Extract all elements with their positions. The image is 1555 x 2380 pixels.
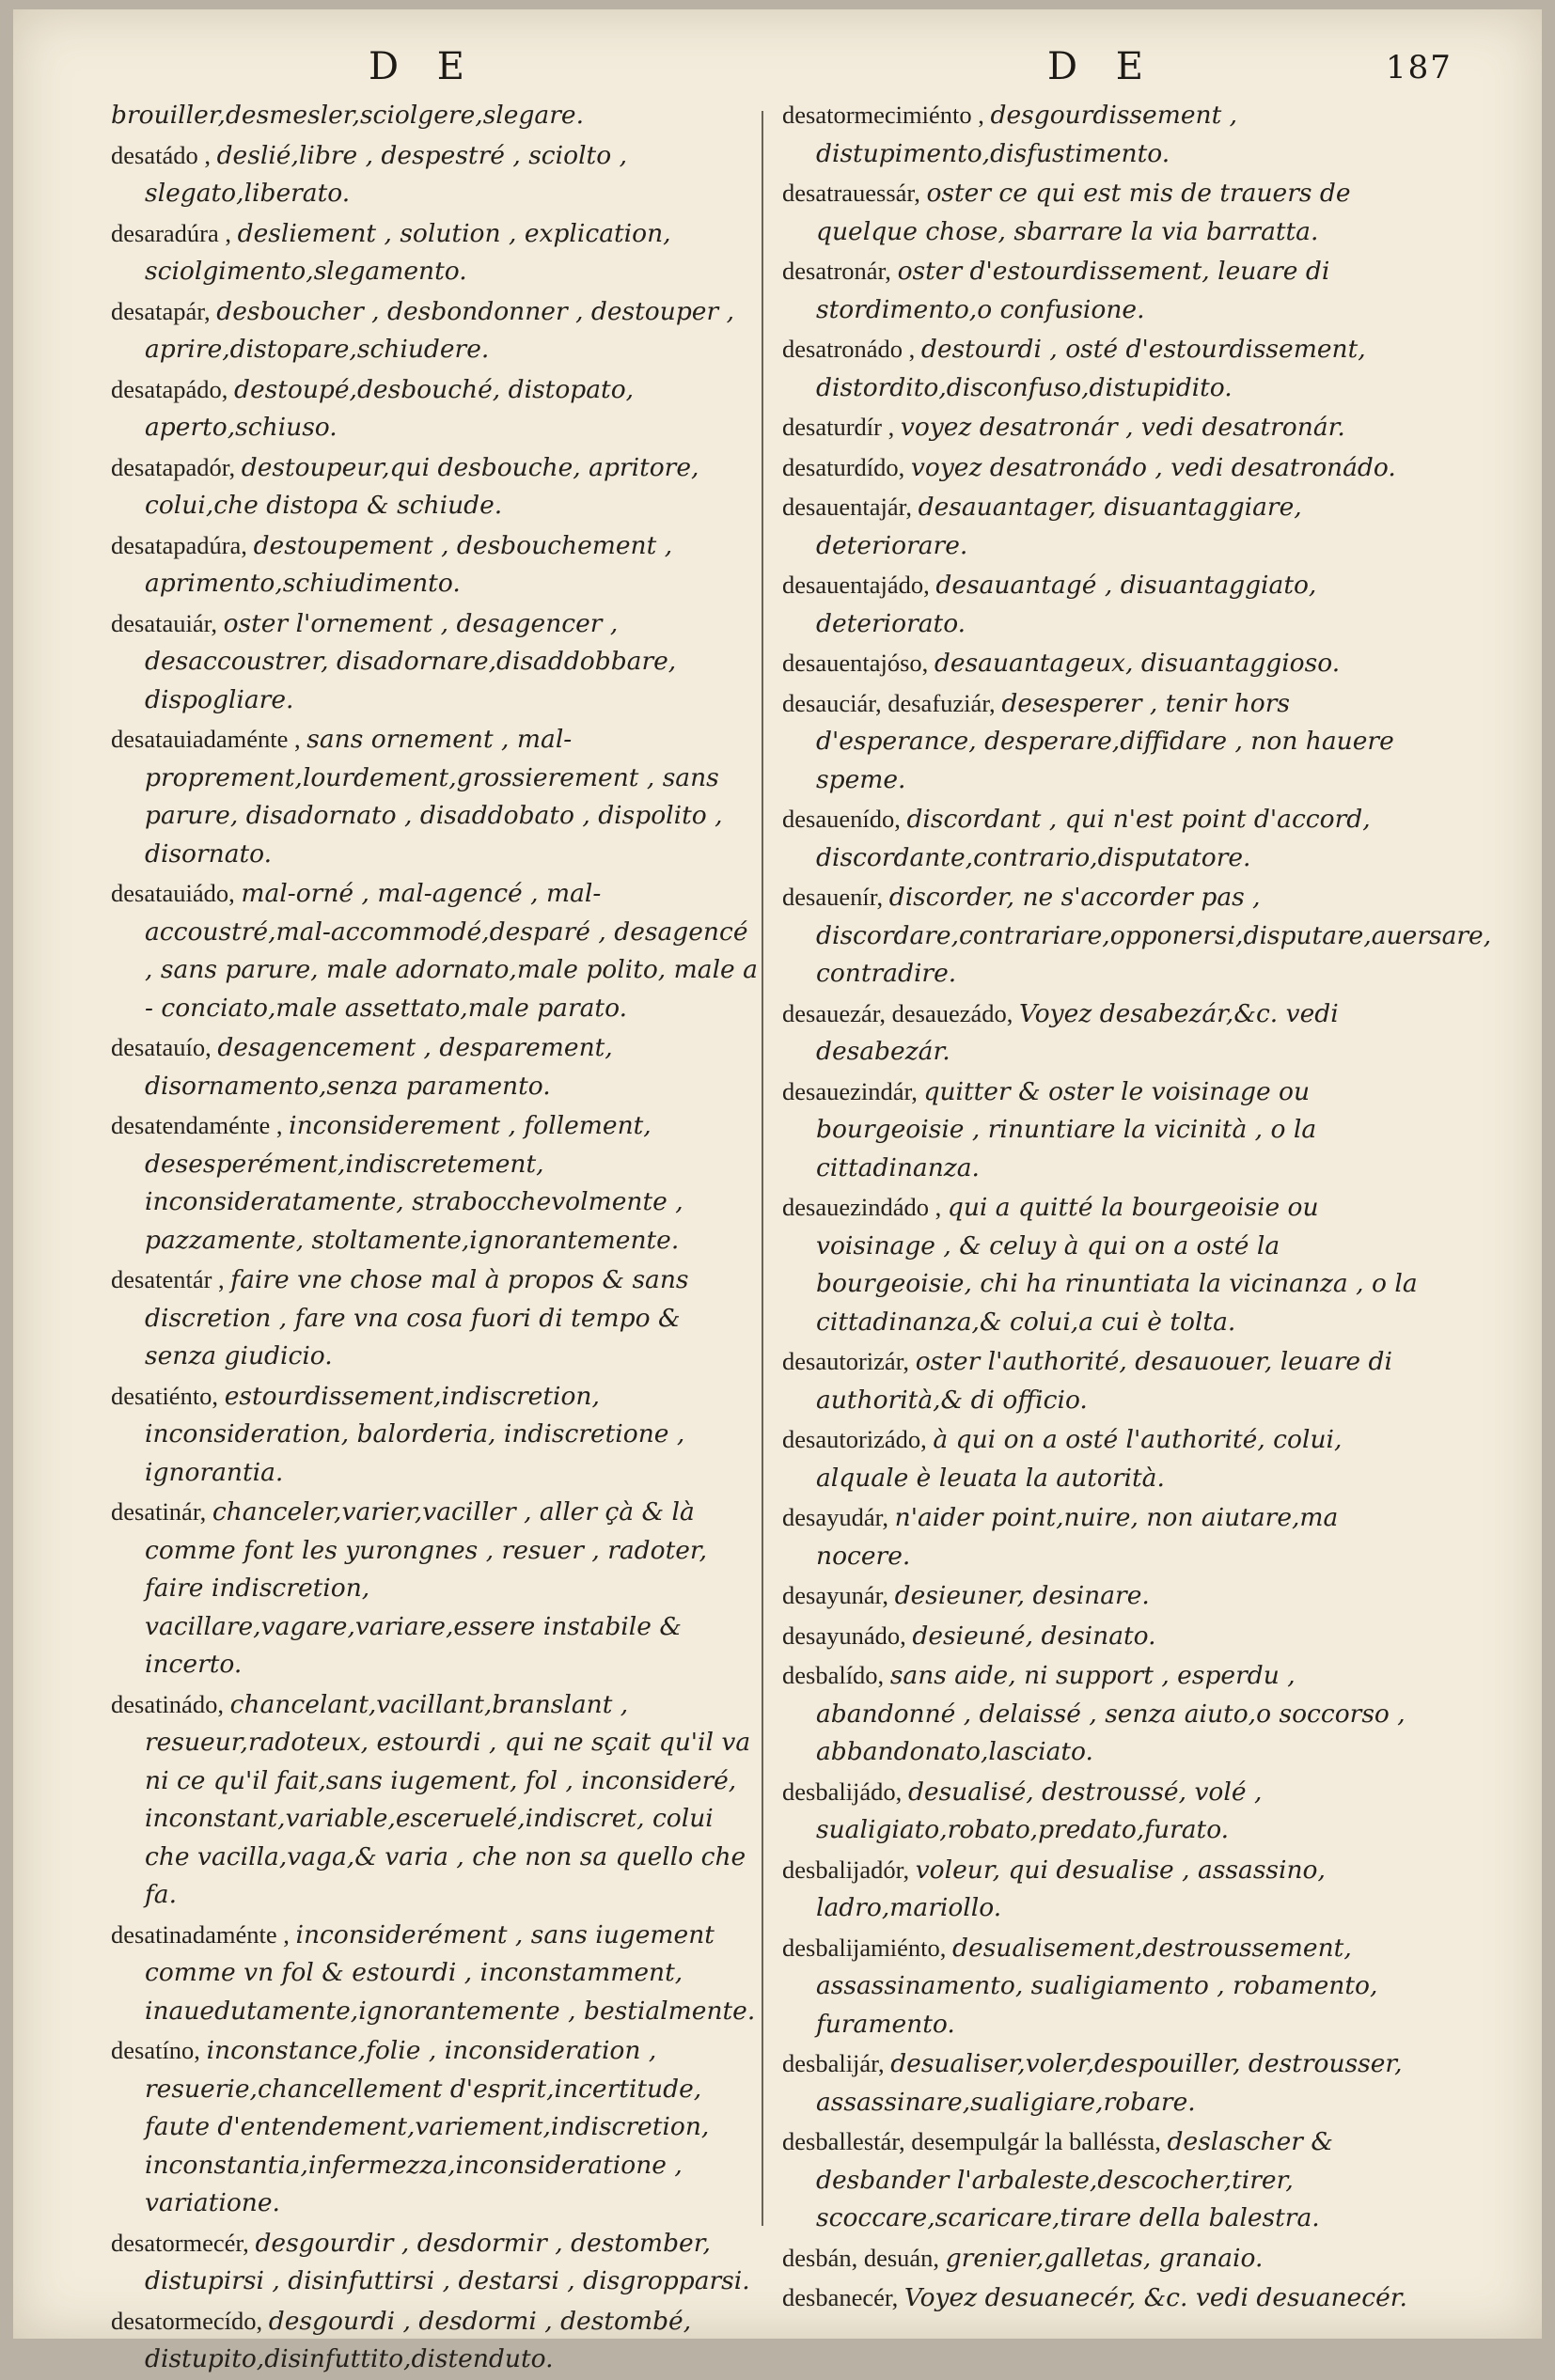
dictionary-entry: [111, 448, 760, 525]
dictionary-entry: [782, 2122, 1431, 2238]
entry-headword: desauentajóso,: [782, 649, 935, 677]
dictionary-entry: [111, 2302, 760, 2379]
entry-french-gloss: desgourdi , desdormi , destombé,: [268, 2306, 692, 2336]
entry-italian-gloss: inconstantia,infermezza,inconsideratione , variatione.: [145, 2150, 683, 2217]
entry-italian-gloss: rinuntiare la vicinità , o la cittadinanza.: [816, 1115, 1317, 1182]
dictionary-entry: [782, 1073, 1431, 1188]
entry-headword: desatíno,: [111, 2036, 207, 2064]
entry-french-gloss: desauantager,: [918, 493, 1105, 522]
dictionary-entry: [111, 370, 760, 447]
entry-french-gloss: Voyez: [903, 2283, 985, 2312]
dictionary-entry: [782, 994, 1431, 1072]
dictionary-entry: [782, 488, 1431, 565]
entry-italian-gloss: male adornato,male polito, male a - conciato,male assettato,male parato.: [145, 955, 758, 1023]
entry-headword: desbalijamiénto,: [782, 1933, 953, 1962]
entry-french-gloss: desgourdir , desdormir , destomber,: [255, 2228, 711, 2258]
dictionary-entry: [111, 2224, 760, 2301]
entry-italian-gloss: distupito,disinfuttito,distenduto.: [145, 2344, 554, 2373]
entry-headword: desatentár ,: [111, 1265, 231, 1293]
entry-french-gloss: desauantagé ,: [935, 571, 1121, 600]
entry-headword: desaturdído,: [782, 452, 911, 481]
dictionary-entry: [782, 1576, 1431, 1616]
entry-italian-gloss: distupimento,disfustimento.: [816, 138, 1170, 168]
dictionary-entry: [782, 1342, 1431, 1419]
entry-italian-gloss: scoccare,scaricare,tirare della balestra.: [816, 2203, 1320, 2232]
entry-italian-gloss: chi ha rinuntiata la vicinanza , o la cittadinanza,& colui,a cui è tolta.: [816, 1269, 1418, 1337]
dictionary-entry: [782, 174, 1431, 251]
entry-italian-gloss: desinare.: [1032, 1581, 1150, 1610]
dictionary-entry: [782, 566, 1431, 643]
entry-italian-gloss: non aiutare,ma nocere.: [816, 1503, 1339, 1571]
entry-italian-gloss: desperare,diffidare , non hauere speme.: [816, 727, 1394, 794]
dictionary-entry: [111, 1260, 760, 1376]
page-number: 187: [1386, 49, 1453, 86]
entry-french-gloss: voleur, qui desualise ,: [915, 1855, 1199, 1885]
entry-headword: desatrauessár,: [782, 179, 927, 207]
entry-headword: desballestár, desempulgár la balléssta,: [782, 2127, 1168, 2155]
entry-french-gloss: à qui on a osté l'authorité,: [933, 1425, 1274, 1454]
dictionary-entry: [782, 1188, 1431, 1341]
right-column: [782, 96, 1492, 2319]
entry-headword: desbalijár,: [782, 2049, 891, 2077]
entry-headword: desatauiádo,: [111, 879, 242, 907]
entry-headword: desauezár, desauezádo,: [782, 998, 1020, 1027]
entry-headword: desbalído,: [782, 1661, 890, 1689]
entry-italian-gloss: discordante,contrario,disputatore.: [816, 842, 1251, 872]
dictionary-entry: [111, 1916, 760, 2031]
dictionary-entry: [782, 1420, 1431, 1497]
dictionary-entry: [111, 1493, 760, 1684]
entry-french-gloss: chanceler,varier,vaciller , aller çà & là comme font les yurongnes , resuer , radoter, faire indiscretion,: [145, 1497, 708, 1603]
dictionary-entry: [782, 684, 1431, 800]
entry-italian-gloss: desinato.: [1041, 1621, 1156, 1651]
dictionary-entry: [111, 720, 760, 873]
entry-italian-gloss: sciolgimento,slegamento.: [145, 257, 467, 286]
entry-french-gloss: brouiller,desmesler,: [111, 101, 360, 130]
dictionary-entry: [111, 1028, 760, 1105]
entry-italian-gloss: sbarrare la via barratta.: [1013, 216, 1319, 246]
dictionary-entry: [782, 1656, 1431, 1772]
dictionary-entry: [782, 408, 1431, 447]
entry-headword: desauezindádo ,: [782, 1193, 948, 1221]
entry-french-gloss: desgourdissement ,: [990, 101, 1238, 130]
entry-italian-gloss: assassino, ladro,mariollo.: [816, 1855, 1326, 1922]
entry-headword: desatormecimiénto ,: [782, 101, 991, 129]
entry-french-gloss: deslascher & desbander l'arbaleste,descocher,tirer,: [816, 2127, 1333, 2195]
dictionary-entry: [111, 604, 760, 720]
entry-french-gloss: oster ce qui est mis de trauers de quelque chose,: [816, 179, 1351, 246]
entry-french-gloss: oster l'authorité, desauouer,: [915, 1347, 1280, 1376]
entry-headword: desatronár,: [782, 257, 898, 285]
entry-italian-gloss: sciolto , slegato,liberato.: [145, 140, 627, 208]
entry-french-gloss: desauantageux,: [934, 649, 1141, 678]
entry-headword: desbalijadór,: [782, 1855, 916, 1884]
entry-french-gloss: desieuner,: [894, 1581, 1033, 1610]
running-header: [13, 45, 1542, 102]
entry-italian-gloss: colui che vacilla,vaga,& varia , che non sa quello che fa.: [145, 1804, 746, 1909]
entry-italian-gloss: balorderia, indiscretione , ignorantia.: [145, 1419, 685, 1487]
entry-headword: desatronádo ,: [782, 335, 921, 363]
entry-italian-gloss: desabezár,&c. vedi desabezár.: [816, 998, 1339, 1066]
entry-italian-gloss: aprimento,schiudimento.: [145, 569, 461, 598]
entry-french-gloss: deslié,libre , despestré ,: [216, 140, 529, 170]
dictionary-entry: [782, 330, 1431, 407]
entry-french-gloss: mal-orné , mal-agencé , mal-accoustré,mal-accommodé,desparé , desagencé , sans parure,: [145, 879, 748, 984]
entry-french-gloss: inconstance,folie , inconsideration , resuerie,chancellement d'esprit,incertitude, faute d'entendement,variement,indiscretion,: [145, 2036, 710, 2141]
entry-headword: desauciár, desafuziár,: [782, 688, 1002, 717]
entry-french-gloss: destoupement , desbouchement ,: [253, 530, 673, 560]
entry-headword: desaradúra ,: [111, 218, 238, 247]
entry-italian-gloss: fare vna cosa fuori di tempo & senza giudicio.: [145, 1303, 681, 1370]
entry-french-gloss: destoupeur,qui desbouche,: [241, 452, 589, 482]
entry-italian-gloss: vacillare,vagare,variare,essere instabile & incerto.: [145, 1611, 682, 1679]
entry-headword: desauentajádo,: [782, 571, 936, 599]
entry-headword: desayudár,: [782, 1503, 895, 1531]
dictionary-entry: [782, 1498, 1431, 1575]
entry-french-gloss: desliement , solution , explication,: [237, 218, 671, 248]
entry-french-gloss: destourdi , osté d'estourdissement,: [920, 335, 1366, 364]
entry-italian-gloss: distordito,disconfuso,distupidito.: [816, 372, 1233, 402]
entry-french-gloss: desagencement , desparement,: [217, 1033, 613, 1062]
dictionary-entry: [782, 1929, 1431, 2044]
entry-headword: desatapár,: [111, 296, 217, 325]
entry-headword: desbanecér,: [782, 2283, 904, 2311]
entry-french-gloss: quitter & oster le voisinage ou bourgeoisie ,: [816, 1076, 1311, 1144]
entry-french-gloss: voyez: [910, 452, 990, 482]
entry-headword: desatinár,: [111, 1497, 212, 1526]
entry-italian-gloss: disuantaggiato, deteriorato.: [816, 571, 1317, 638]
entry-french-gloss: desualiser,voler,despouiller, destrousser,: [890, 2049, 1403, 2078]
entry-french-gloss: qui a quitté la bourgeoisie ou voisinage , & celuy à qui on a osté la bourgeoisie,: [816, 1193, 1319, 1298]
entry-italian-gloss: disuantaggioso.: [1140, 649, 1341, 678]
entry-french-gloss: destoupé,desbouché,: [233, 374, 509, 404]
dictionary-entry: [782, 644, 1431, 683]
dictionary-entry: [782, 1851, 1431, 1928]
entry-french-gloss: Voyez: [1019, 998, 1100, 1028]
entry-headword: desatauío,: [111, 1033, 218, 1061]
dictionary-entry: [111, 526, 760, 603]
entry-headword: desauentajár,: [782, 493, 919, 521]
entry-french-gloss: n'aider point,nuire,: [894, 1503, 1147, 1532]
entry-headword: desatormecído,: [111, 2306, 269, 2335]
entry-headword: desatormecér,: [111, 2228, 256, 2257]
entry-french-gloss: estourdissement,indiscretion, inconsideration,: [145, 1381, 600, 1448]
entry-italian-gloss: inauedutamente,ignorantemente , bestialmente.: [145, 1996, 756, 2026]
entry-headword: desatapadór,: [111, 452, 242, 481]
entry-headword: desauenído,: [782, 805, 907, 833]
entry-headword: desaturdír ,: [782, 413, 901, 441]
entry-french-gloss: grenier,galletas,: [945, 2243, 1159, 2273]
dictionary-entry: [111, 2031, 760, 2223]
left-running-head: D E: [369, 45, 478, 88]
entry-headword: desatádo ,: [111, 140, 217, 169]
entry-headword: desautorizádo,: [782, 1425, 934, 1453]
entry-italian-gloss: disadornato , disaddobato , dispolito , disornato.: [145, 801, 723, 869]
entry-french-gloss: discordant , qui n'est point d'accord,: [906, 805, 1371, 834]
entry-french-gloss: desboucher , desbondonner , destouper ,: [216, 296, 734, 326]
entry-headword: desatapadúra,: [111, 530, 254, 559]
entry-italian-gloss: senza aiuto,o soccorso , abbandonato,lasciato.: [816, 1699, 1406, 1766]
dictionary-entry: [782, 2278, 1431, 2318]
entry-french-gloss: faire vne chose mal à propos & sans discretion ,: [145, 1265, 689, 1333]
entry-french-gloss: chancelant,vacillant,branslant , resueur,radoteux, estourdi , qui ne sçait qu'il va ni ce qu'il fait,sans iugement, fol , inconsideré, inconstant,variable,esceruelé,indiscret,: [145, 1689, 751, 1833]
dictionary-entry: [111, 1377, 760, 1493]
entry-french-gloss: oster l'ornement , desagencer , desaccoustrer,: [145, 608, 619, 676]
entry-french-gloss: inconsiderement , follement, desesperément,indiscretement,: [145, 1111, 652, 1179]
entry-italian-gloss: leuare di stordimento,o confusione.: [816, 257, 1330, 324]
dictionary-entry: [782, 878, 1492, 994]
entry-italian-gloss: assassinare,sualigiare,robare.: [816, 2087, 1196, 2117]
entry-french-gloss: sans ornement , mal-proprement,lourdement,grossierement , sans parure,: [145, 725, 719, 830]
dictionary-entry: [782, 1773, 1431, 1850]
entry-headword: desbán, desuán,: [782, 2243, 946, 2272]
entry-italian-gloss: distopato, aperto,schiuso.: [145, 374, 635, 442]
dictionary-entry: [782, 2239, 1431, 2278]
entry-italian-gloss: disornamento,senza paramento.: [145, 1071, 551, 1101]
entry-italian-gloss: granaio.: [1158, 2243, 1264, 2273]
entry-french-gloss: desieuné,: [912, 1621, 1042, 1651]
entry-headword: desbalijádo,: [782, 1777, 908, 1806]
entry-italian-gloss: disadornare,disaddobbare, dispogliare.: [145, 647, 677, 714]
entry-italian-gloss: desuanecér, &c. vedi desuanecér.: [984, 2283, 1407, 2312]
dictionary-entry: [111, 292, 760, 369]
entry-headword: desatinádo,: [111, 1689, 230, 1718]
entry-italian-gloss: assassinamento, sualigiamento , robamento, furamento.: [816, 1971, 1378, 2039]
entry-headword: desatapádo,: [111, 374, 234, 403]
entry-italian-gloss: aprire,distopare,schiudere.: [145, 335, 490, 364]
entry-italian-gloss: leuare di authorità,& di officio.: [816, 1347, 1392, 1415]
entry-italian-gloss: discordare,contrariare,opponersi,disputare,auersare, contradire.: [816, 920, 1492, 988]
dictionary-entry: [111, 1685, 760, 1915]
entry-italian-gloss: desatronádo , vedi desatronádo.: [989, 452, 1396, 482]
entry-headword: desayunádo,: [782, 1621, 913, 1650]
entry-french-gloss: discorder, ne s'accorder pas ,: [888, 883, 1261, 912]
entry-italian-gloss: disuantaggiare, deteriorare.: [816, 493, 1302, 560]
entry-headword: desauenír,: [782, 883, 889, 911]
dictionary-entry: [782, 2044, 1431, 2122]
entry-headword: desatinadaménte ,: [111, 1919, 296, 1949]
entry-italian-gloss: sciolgere,slegare.: [359, 101, 584, 130]
right-running-head: D E: [1047, 45, 1156, 88]
entry-headword: desautorizár,: [782, 1347, 916, 1375]
entry-french-gloss: sans aide, ni support , esperdu , abandonné , delaissé ,: [816, 1661, 1296, 1729]
entry-italian-gloss: sualigiato,robato,predato,furato.: [816, 1815, 1230, 1844]
dictionary-entry: [782, 252, 1431, 329]
entry-headword: desatiénto,: [111, 1381, 225, 1410]
dictionary-entry: [111, 874, 760, 1027]
entry-italian-gloss: inconsideratamente, strabocchevolmente , pazzamente, stoltamente,ignorantemente.: [145, 1187, 683, 1255]
dictionary-entry: [111, 214, 760, 291]
entry-french-gloss: inconsiderément , sans iugement comme vn fol & estourdi , inconstamment,: [145, 1919, 715, 1987]
entry-italian-gloss: apritore, colui,che distopa & schiude.: [145, 452, 699, 520]
entry-headword: desatauiadaménte ,: [111, 725, 307, 753]
entry-italian-gloss: distupirsi , disinfuttirsi , destarsi , disgropparsi.: [145, 2266, 750, 2295]
dictionary-entry: [782, 96, 1431, 173]
left-column: [111, 96, 760, 2380]
dictionary-entry: [111, 1106, 760, 1260]
entry-headword: desayunár,: [782, 1581, 895, 1609]
entry-french-gloss: desualisement,destroussement,: [952, 1933, 1352, 1963]
entry-french-gloss: desesperer , tenir hors d'esperance,: [816, 688, 1291, 756]
entry-italian-gloss: colui, alquale è leuata la autorità.: [816, 1425, 1343, 1493]
entry-headword: desauezindár,: [782, 1076, 924, 1105]
dictionary-page: [13, 9, 1542, 2373]
entry-french-gloss: desualisé, destroussé, volé ,: [907, 1777, 1263, 1807]
column-divider: [762, 111, 763, 2226]
entry-headword: desatendaménte ,: [111, 1111, 290, 1139]
dictionary-entry: [782, 1617, 1431, 1656]
dictionary-entry: [782, 800, 1431, 877]
dictionary-entry: [782, 448, 1431, 488]
entry-french-gloss: oster d'estourdissement,: [897, 257, 1218, 286]
entry-italian-gloss: desatronár , vedi desatronár.: [979, 413, 1345, 442]
entry-headword: desatauiár,: [111, 608, 224, 637]
entry-french-gloss: voyez: [900, 413, 980, 442]
dictionary-entry: [111, 136, 760, 213]
dictionary-entry: [111, 96, 760, 135]
